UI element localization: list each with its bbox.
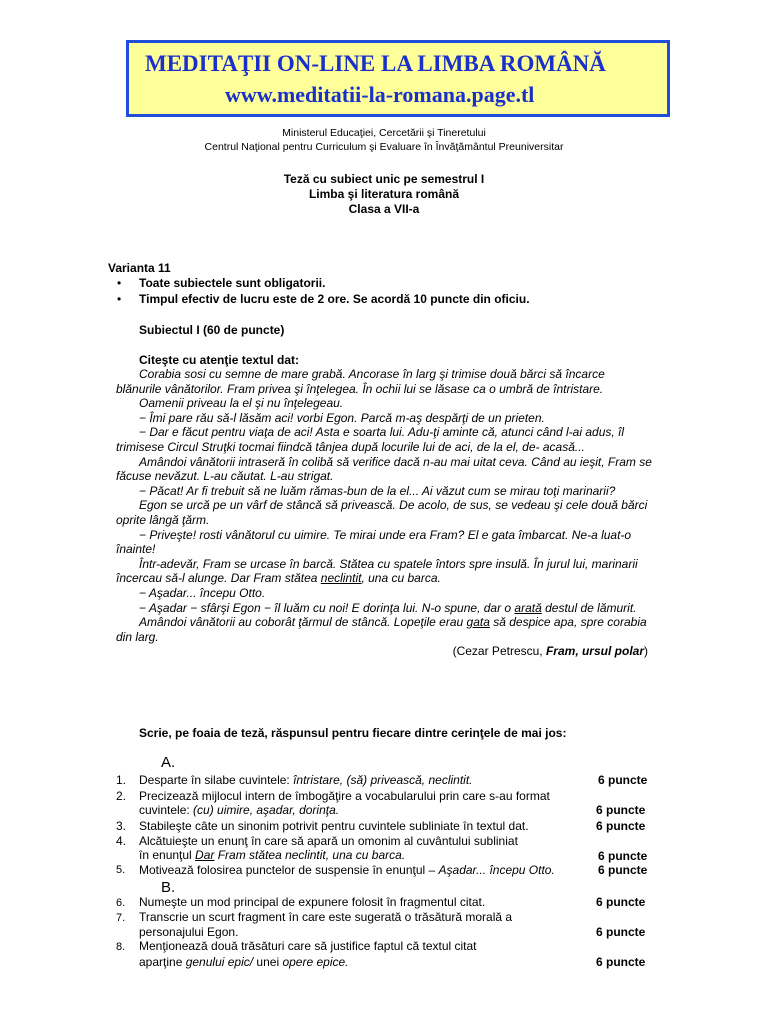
points-label: 6 puncte [598, 849, 648, 863]
points-label: 6 puncte [596, 925, 646, 939]
excerpt-text [116, 367, 652, 659]
rule-2: Timpul efectiv de lucru este de 2 ore. Se acordă 10 puncte din oficiu. [139, 292, 530, 306]
question-7-line-2: personajului Egon. [139, 925, 239, 939]
question-6: Numeşte un mod principal de expunere folosit în fragmentul citat. [139, 895, 486, 909]
question-2-line-2: cuvintele: (cu) uimire, aşadar, dorinţa. [139, 803, 340, 817]
question-number: 5. [116, 864, 126, 876]
question-number: 1. [116, 773, 127, 787]
question-8-line-2: aparţine genului epic/ unei opere epice. [139, 955, 349, 969]
question-4-line-2: în enunţul Dar Fram stătea neclintit, una cu barca. [139, 848, 406, 862]
exam-class: Clasa a VII-a [348, 202, 420, 216]
underlined-word: gata [466, 615, 490, 630]
paragraph: − Aşadar − sfârşi Egon − îl luăm cu noi! E dorinţa lui. N-o spune, dar o arată destul de lămurit. [139, 600, 637, 615]
center-line: Centrul Naţional pentru Curriculum şi Evaluare în Învăţământul Preuniversitar [204, 141, 564, 153]
variant-label: Varianta 11 [108, 261, 171, 275]
banner-url[interactable]: www.meditatii-la-romana.page.tl [225, 82, 535, 107]
banner [126, 40, 670, 117]
exam-title: Teză cu subiect unic pe semestrul I [283, 172, 485, 186]
points-label: 6 puncte [596, 955, 646, 969]
section-b-label: B. [161, 879, 176, 896]
underlined-word: neclintit [320, 571, 362, 586]
question-number: 7. [116, 912, 126, 924]
bullet-dot: • [117, 292, 122, 306]
paragraph: Corabia sosi cu semne de mare grabă. Ancorase în larg şi trimise două bărci să încarce blănurile vânătorilor. Fram privea şi înţelegea. În ochii lui se lăsase ca o umbră de întristare. [116, 367, 605, 396]
question-number: 6. [116, 897, 126, 909]
paragraph: − Priveşte! rosti vânătorul cu uimire. Te mirai unde era Fram? El e gata îmbarcat. Ne-a luat-o înainte! [116, 527, 632, 557]
paragraph: − Aşadar... începu Otto. [139, 585, 266, 600]
question-4-line-1: Alcătuieşte un enunţ în care să apară un omonim al cuvântului subliniat [139, 834, 518, 848]
section-a-label: A. [161, 754, 176, 771]
rule-1: Toate subiectele sunt obligatorii. [139, 276, 326, 290]
paragraph: − Păcat! Ar fi trebuit să ne luăm rămas-bun de la el... Ai văzut cum se mirau toţi marinarii? [139, 483, 616, 498]
underlined-word: arată [514, 600, 542, 615]
question-5: Motivează folosirea punctelor de suspensie în enunţul – Aşadar... începu Otto. [139, 863, 555, 877]
paragraph: − Îmi pare rău să-l lăsăm aci! vorbi Egon. Parcă m-aş despărţi de un prieten. [139, 410, 545, 425]
points-label: 6 puncte [598, 863, 648, 877]
question-1: Desparte în silabe cuvintele: întristare, (să) privească, neclintit. [139, 773, 473, 787]
paragraph: Egon se urcă pe un vârf de stâncă să privească. De acolo, de sus, se vedeau şi cele două bărci oprite lângă ţărm. [116, 498, 648, 527]
source-citation: (Cezar Petrescu, Fram, ursul polar) [452, 644, 648, 659]
exam-subject: Limba şi literatura română [308, 187, 460, 201]
paragraph: − Dar e făcut pentru viaţa de aci! Asta e soarta lui. Adu-ţi aminte că, atunci când l-ai adus, îl trimisese Circul Struţki tocmai fiindcă tânjea după locurile lui de aci, de la el, de- acasă... [116, 425, 625, 454]
points-label: 6 puncte [598, 773, 648, 787]
paragraph: Amândoi vânătorii intraseră în colibă să verifice dacă n-au mai uitat ceva. Când au ieşit, Fram se făcuse nevăzut. L-au căutat. L-au strigat. [116, 454, 652, 484]
paragraph: Oamenii priveau la el şi nu înţelegeau. [139, 396, 344, 411]
question-8-line-1: Menţionează două trăsături care să justifice faptul că textul citat [139, 939, 477, 953]
question-2-line-1: Precizează mijlocul intern de îmbogăţire a vocabularului prin care s-au format [139, 789, 550, 803]
points-label: 6 puncte [596, 803, 646, 817]
question-3: Stabileşte câte un sinonim potrivit pentru cuvintele subliniate în textul dat. [139, 819, 529, 833]
question-number: 3. [116, 819, 127, 833]
question-number: 2. [116, 789, 127, 803]
ministry-line: Ministerul Educaţiei, Cercetării şi Tineretului [282, 127, 486, 139]
paragraph: Amândoi vânătorii au coborât ţărmul de stâncă. Lopeţile erau gata să despice apa, spre corabia din larg. [116, 615, 647, 644]
points-label: 6 puncte [596, 819, 646, 833]
paragraph: Într-adevăr, Fram se urcase în barcă. Stătea cu spatele întors spre insulă. În jurul lui, marinarii încercau să-l alunge. Dar Fram stătea neclintit, una cu barca. [116, 556, 638, 586]
reading-instruction: Citeşte cu atenţie textul dat: [139, 353, 300, 367]
question-number: 8. [116, 941, 126, 953]
points-label: 6 puncte [596, 895, 646, 909]
bullet-dot: • [117, 276, 122, 290]
question-7-line-1: Transcrie un scurt fragment în care este sugerată o trăsătură morală a [139, 910, 513, 924]
banner-title: MEDITAŢII ON-LINE LA LIMBA ROMÂNĂ [145, 51, 606, 76]
task-instruction: Scrie, pe foaia de teză, răspunsul pentru fiecare dintre cerinţele de mai jos: [139, 726, 567, 740]
question-number: 4. [116, 834, 127, 848]
subject-heading: Subiectul I (60 de puncte) [139, 323, 285, 337]
